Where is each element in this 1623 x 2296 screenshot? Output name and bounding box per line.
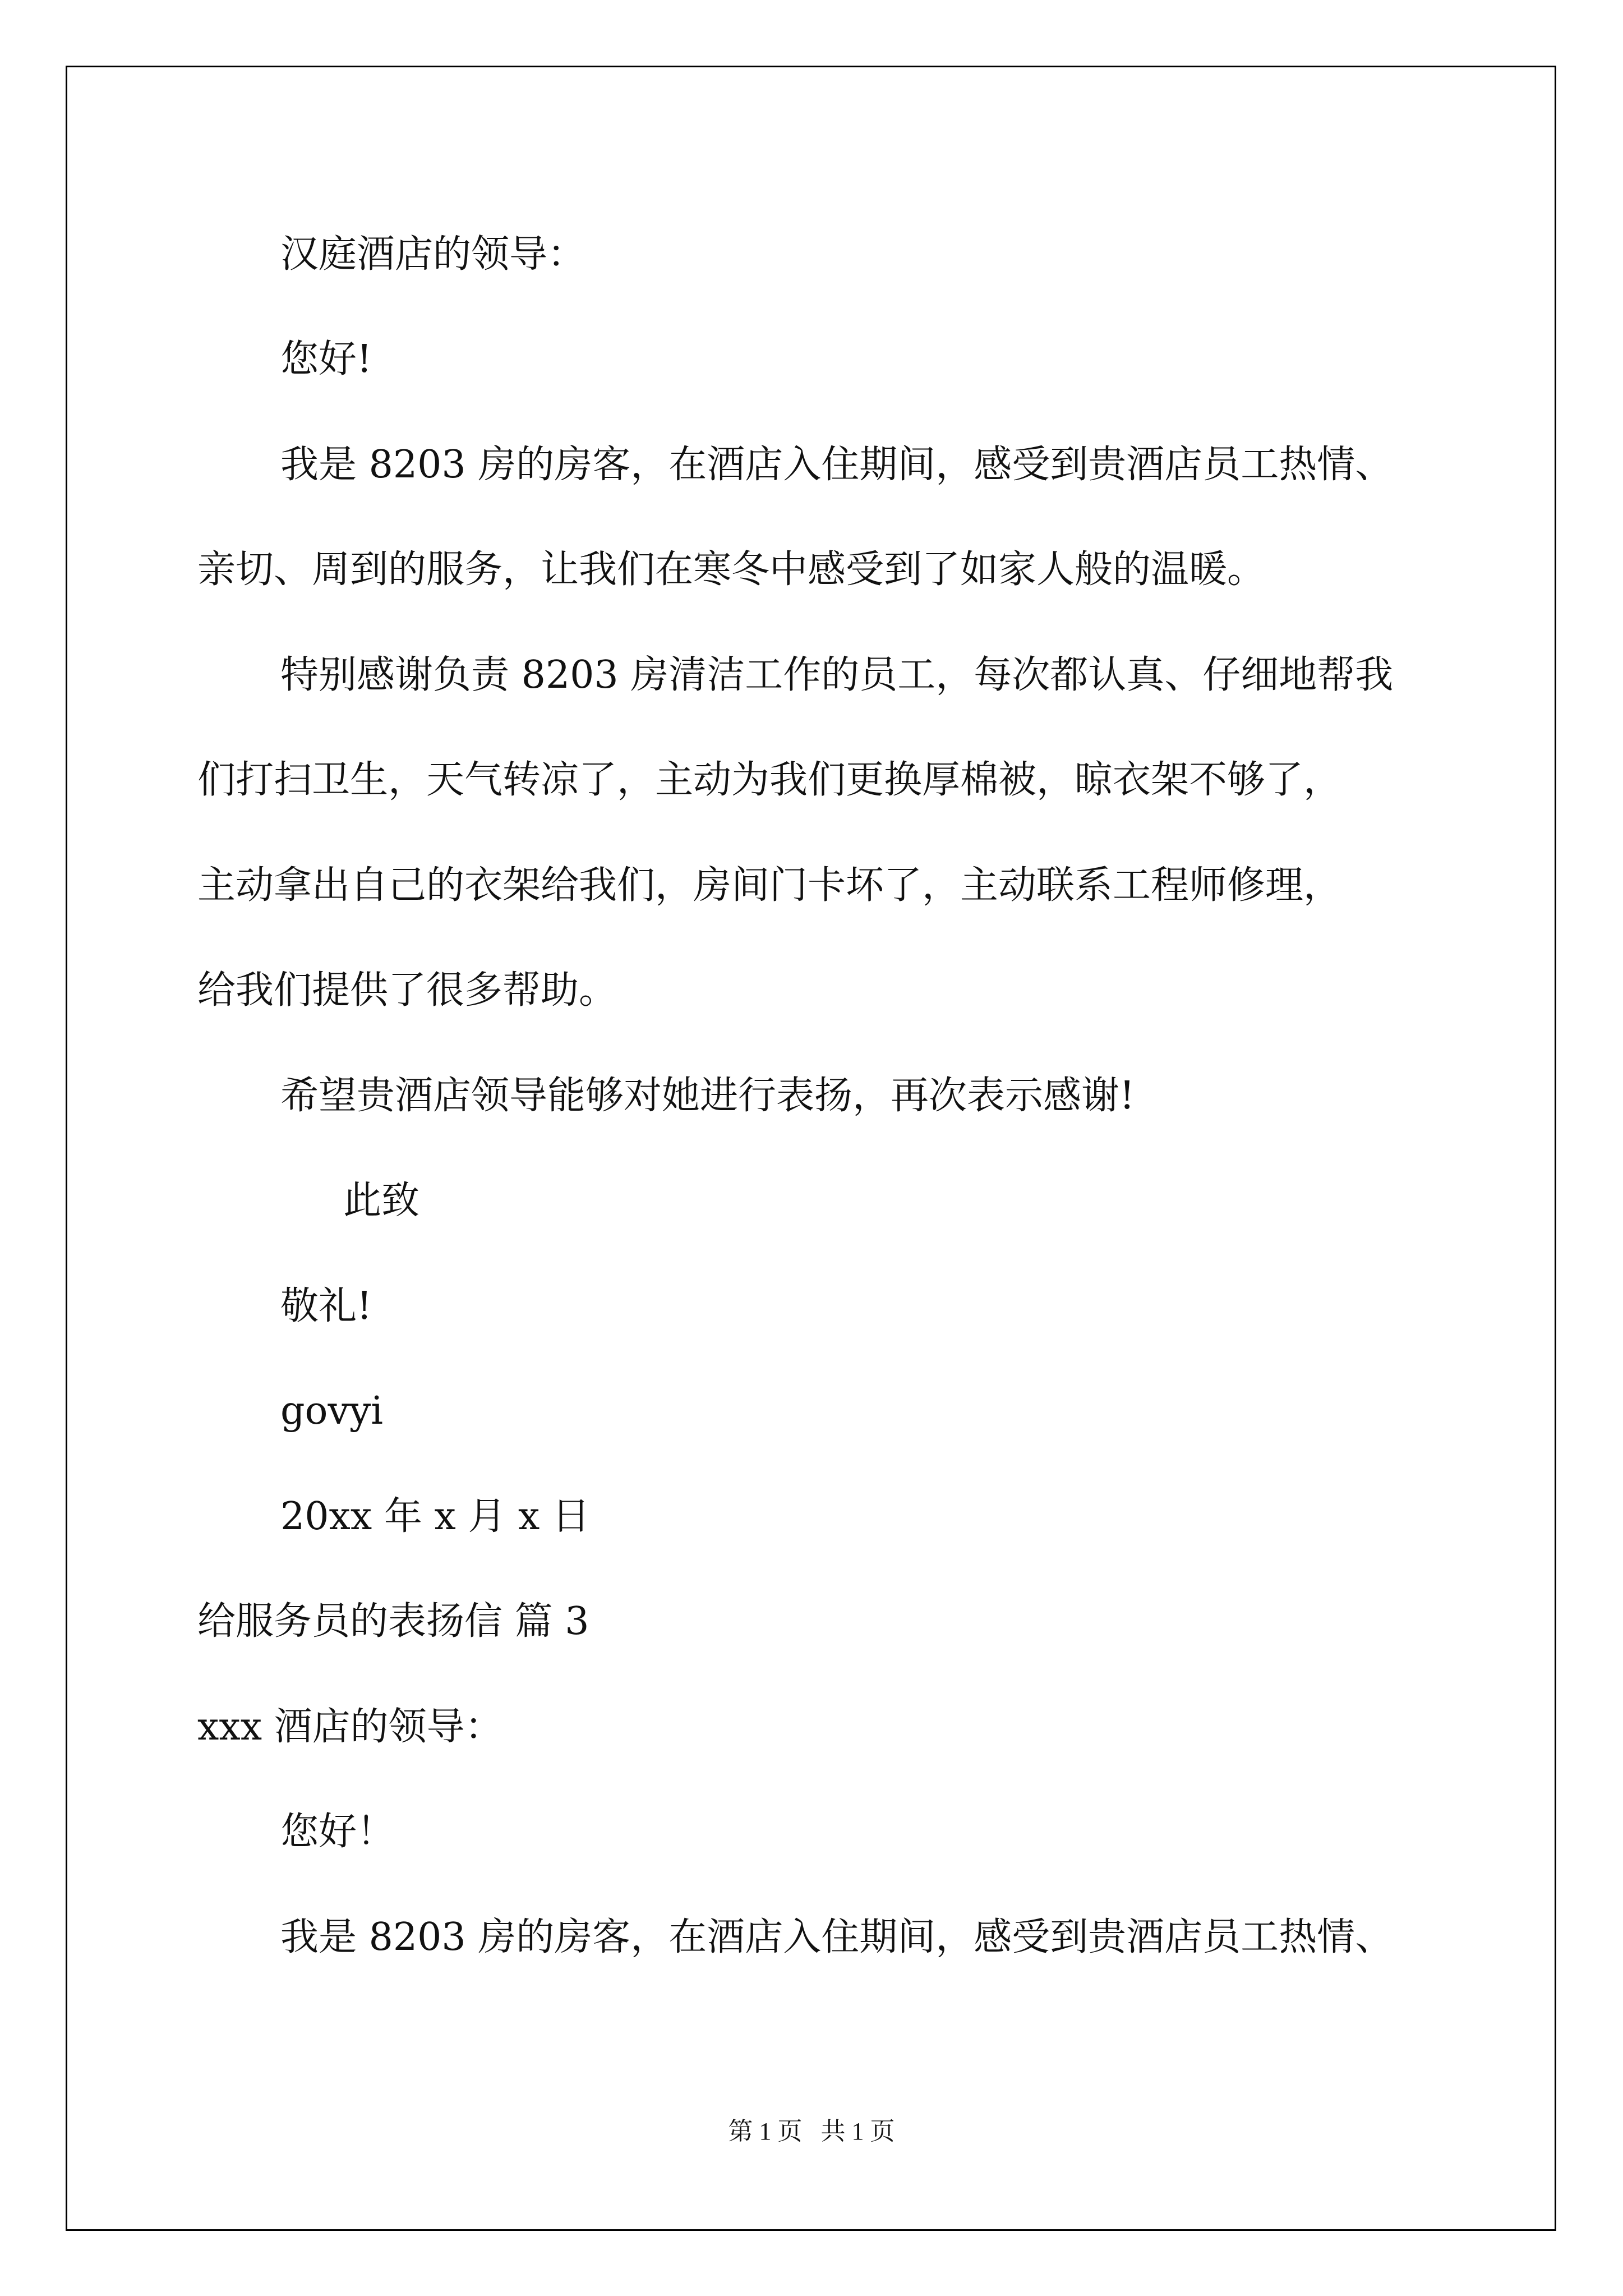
salutation: 汉庭酒店的领导： — [280, 232, 586, 277]
paragraph-line: 我是 8203 房的房客，在酒店入住期间，感受到贵酒店员工热情、 — [280, 443, 1394, 487]
page-footer: 第 1 页 共 1 页 — [728, 2118, 895, 2145]
greeting: 您好！ — [280, 1810, 395, 1854]
closing-salute: 敬礼! — [280, 1284, 372, 1328]
paragraph-line: 给我们提供了很多帮助。 — [197, 968, 617, 1013]
salutation: xxx 酒店的领导： — [197, 1705, 503, 1749]
signature: govyi — [280, 1389, 384, 1433]
paragraph-line: 们打扫卫生，天气转凉了，主动为我们更换厚棉被，晾衣架不够了， — [197, 758, 1342, 802]
paragraph-line: 亲切、周到的服务，让我们在寒冬中感受到了如家人般的温暖。 — [197, 547, 1266, 592]
paragraph-line: 我是 8203 房的房客，在酒店入住期间，感受到贵酒店员工热情、 — [280, 1915, 1394, 1959]
closing-phrase: 此致 — [343, 1179, 420, 1223]
date-line: 20xx 年 x 月 x 日 — [280, 1494, 591, 1539]
paragraph-line: 特别感谢负责 8203 房清洁工作的员工，每次都认真、仔细地帮我 — [280, 653, 1394, 697]
paragraph-line: 主动拿出自己的衣架给我们，房间门卡坏了，主动联系工程师修理， — [197, 863, 1342, 908]
page-border — [66, 66, 1556, 2231]
paragraph-line: 希望贵酒店领导能够对她进行表扬，再次表示感谢! — [280, 1074, 1135, 1118]
greeting: 您好! — [280, 337, 372, 381]
section-heading: 给服务员的表扬信 篇 3 — [197, 1599, 589, 1644]
